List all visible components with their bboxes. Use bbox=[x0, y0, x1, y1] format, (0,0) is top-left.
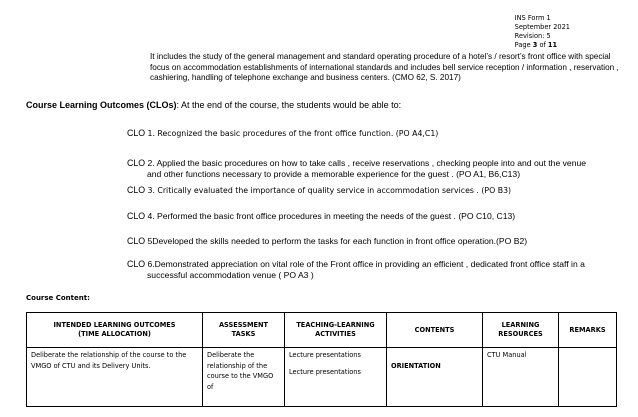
page-of: of bbox=[539, 41, 546, 49]
clo-tag: CLO bbox=[127, 259, 146, 269]
clo-heading bbox=[26, 100, 401, 110]
clo-tag: CLO bbox=[127, 236, 146, 246]
cell-assessment: Deliberate the relationship of the course to the VMGO of bbox=[203, 348, 285, 407]
page-current: 3 bbox=[532, 41, 538, 49]
table-row bbox=[27, 348, 617, 407]
header-remarks: REMARKS bbox=[559, 313, 617, 348]
page-prefix: Page bbox=[514, 41, 531, 49]
header-teaching-learning-activities: TEACHING-LEARNING ACTIVITIES bbox=[285, 313, 387, 348]
activity-item: Lecture presentations bbox=[289, 351, 361, 359]
clo-text: 5Developed the skills needed to perform the tasks for each function in front office operation.(PO B2) bbox=[147, 236, 528, 246]
clo-suffix: . (PO B3) bbox=[473, 186, 512, 195]
cell-contents bbox=[387, 348, 483, 407]
clo-tag: CLO bbox=[127, 158, 146, 168]
clo-text: 4. Performed the basic front office procedures in meeting the needs of the guest . (PO C10, C13) bbox=[147, 211, 516, 221]
contents-value: ORIENTATION bbox=[391, 362, 441, 370]
clo-tag: CLO bbox=[127, 211, 146, 221]
form-number: INS Form 1 bbox=[514, 14, 551, 22]
document-header bbox=[515, 14, 570, 50]
course-content-table bbox=[26, 312, 617, 407]
clo-item-5 bbox=[127, 236, 622, 247]
page-number bbox=[515, 41, 570, 50]
clo-text: 2. Applied the basic procedures on how to take calls , receive reservations , checking people into and out the venue bbox=[147, 158, 587, 168]
header-intended-learning-outcomes: INTENDED LEARNING OUTCOMES (TIME ALLOCATION) bbox=[27, 313, 203, 348]
clo-heading-label: Course Learning Outcomes (CLOs) bbox=[26, 100, 177, 110]
course-description: It includes the study of the general management and standard operating procedure of a hotel’s / resort’s front office with special focus on accommodation establishments of international standards and includes bell service reception / information , reservation , cashiering, handling of telephone exchange and business centers. (CMO 62, S. 2017) bbox=[150, 52, 619, 82]
cell-ilo: Deliberate the relationship of the course to the VMGO of CTU and its Delivery Units. bbox=[27, 348, 203, 407]
clo-item-3 bbox=[127, 185, 622, 196]
clo-item-6 bbox=[127, 259, 622, 281]
cell-resources: CTU Manual bbox=[483, 348, 559, 407]
clo-item-1 bbox=[127, 128, 622, 139]
clo-text: 6.Demonstrated appreciation on vital role of the Front office in providing an efficient , dedicated front office staff in a bbox=[147, 259, 585, 269]
clo-continuation: and other functions necessary to provide a memorable experience for the guest . (PO A1, B6,C13) bbox=[147, 169, 521, 179]
clo-heading-text: : At the end of the course, the students would be able to: bbox=[176, 100, 402, 110]
clo-suffix: . (PO A4,C1) bbox=[390, 129, 439, 138]
clo-continuation: successful accommodation venue ( PO A3 ) bbox=[147, 270, 314, 280]
course-content-label: Course Content: bbox=[26, 294, 90, 302]
revision: Revision: 5 bbox=[514, 32, 551, 40]
clo-tag: CLO bbox=[127, 185, 146, 195]
clo-item-4 bbox=[127, 211, 622, 222]
header-learning-resources: LEARNING RESOURCES bbox=[483, 313, 559, 348]
clo-tag: CLO bbox=[127, 128, 146, 138]
cell-activities bbox=[285, 348, 387, 407]
header-contents: CONTENTS bbox=[387, 313, 483, 348]
table-header-row bbox=[27, 313, 617, 348]
clo-item-2 bbox=[127, 158, 622, 180]
page-total: 11 bbox=[547, 41, 558, 49]
clo-text: 3. Critically evaluated the importance of quality service in accommodation services bbox=[147, 186, 474, 195]
activity-item: Lecture presentations bbox=[289, 367, 361, 376]
cell-remarks bbox=[559, 348, 617, 407]
clo-text: 1. Recognized the basic procedures of the front office function bbox=[147, 129, 391, 138]
form-date: September 2021 bbox=[514, 23, 570, 31]
header-assessment-tasks: ASSESSMENT TASKS bbox=[203, 313, 285, 348]
